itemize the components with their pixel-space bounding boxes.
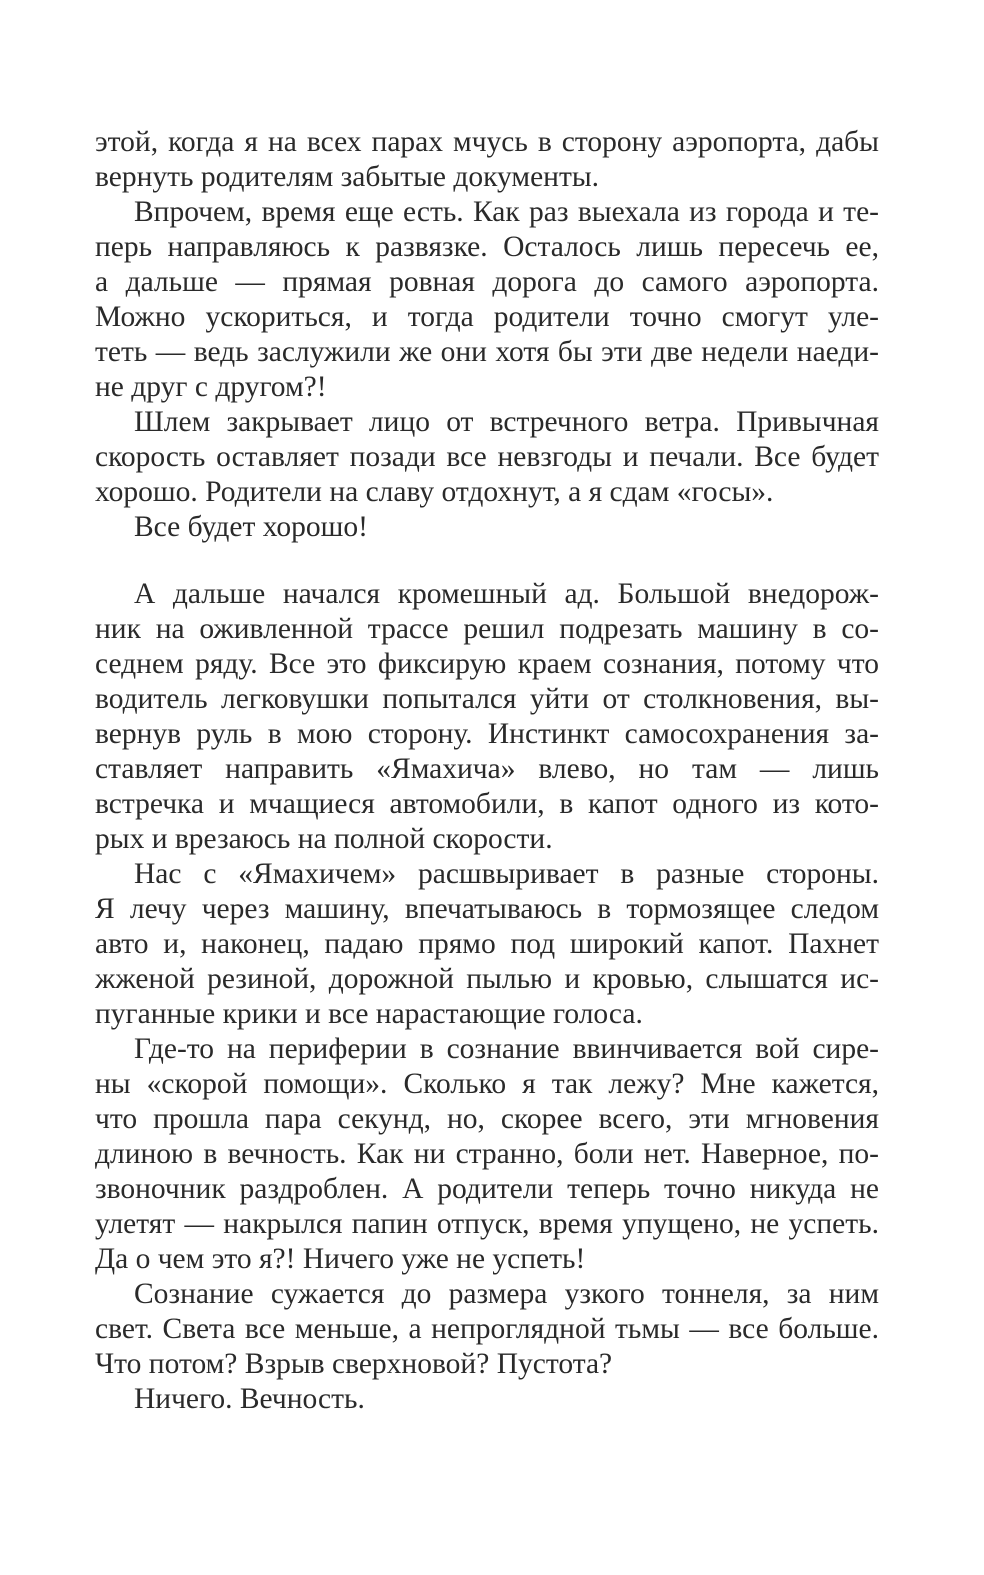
text-line: водитель легковушки попытался уйти от столкновения, вы-	[95, 683, 879, 715]
text-line: Что потом? Взрыв сверхновой? Пустота?	[95, 1348, 613, 1380]
text-line: ник на оживленной трассе решил подрезать машину в со-	[95, 613, 879, 645]
text-line: Где-то на периферии в сознание ввинчивается вой сире-	[134, 1033, 879, 1065]
text-line: перь направляюсь к развязке. Осталось лишь пересечь ее,	[95, 231, 879, 263]
text-line: вернуть родителям забытые документы.	[95, 161, 600, 193]
text-line: встречка и мчащиеся автомобили, в капот одного из кото-	[95, 788, 879, 820]
text-section-2	[95, 577, 879, 1417]
text-line: Все будет хорошо!	[134, 511, 368, 543]
text-section-1	[95, 125, 879, 545]
text-line: Сознание сужается до размера узкого тоннеля, за ним	[134, 1278, 879, 1310]
text-line: звоночник раздроблен. А родители теперь точно никуда не	[95, 1173, 879, 1205]
text-line: ставляет направить «Ямахича» влево, но там — лишь	[95, 753, 879, 785]
text-line: не друг с другом?!	[95, 371, 327, 403]
text-line: а дальше — прямая ровная дорога до самого аэропорта.	[95, 266, 879, 298]
text-line: А дальше начался кромешный ад. Большой внедорож-	[134, 578, 879, 610]
text-line: хорошо. Родители на славу отдохнут, а я сдам «госы».	[95, 476, 774, 508]
text-line: Да о чем это я?! Ничего уже не успеть!	[95, 1243, 586, 1275]
text-line: Шлем закрывает лицо от встречного ветра. Привычная	[134, 406, 879, 438]
text-line: авто и, наконец, падаю прямо под широкий капот. Пахнет	[95, 928, 879, 960]
text-line: скорость оставляет позади все невзгоды и печали. Все будет	[95, 441, 879, 473]
text-line: вернув руль в мою сторону. Инстинкт самосохранения за-	[95, 718, 879, 750]
text-line: Можно ускориться, и тогда родители точно смогут уле-	[95, 301, 879, 333]
text-line: теть — ведь заслужили же они хотя бы эти две недели наеди-	[95, 336, 879, 368]
text-line: свет. Света все меньше, а непроглядной тьмы — все больше.	[95, 1313, 879, 1345]
text-line: Нас с «Ямахичем» расшвыривает в разные стороны.	[134, 858, 879, 890]
text-line: седнем ряду. Все это фиксирую краем сознания, потому что	[95, 648, 879, 680]
text-line: ны «скорой помощи». Сколько я так лежу? Мне кажется,	[95, 1068, 879, 1100]
text-line: этой, когда я на всех парах мчусь в сторону аэропорта, дабы	[95, 126, 879, 158]
text-line: длиною в вечность. Как ни странно, боли нет. Наверное, по-	[95, 1138, 879, 1170]
text-line: Ничего. Вечность.	[134, 1383, 365, 1415]
text-line: пуганные крики и все нарастающие голоса.	[95, 998, 643, 1030]
text-line: улетят — накрылся папин отпуск, время упущено, не успеть.	[95, 1208, 879, 1240]
text-line: Я лечу через машину, впечатываюсь в тормозящее следом	[95, 893, 879, 925]
text-line: жженой резиной, дорожной пылью и кровью, слышатся ис-	[95, 963, 879, 995]
text-line: рых и врезаюсь на полной скорости.	[95, 823, 553, 855]
text-line: Впрочем, время еще есть. Как раз выехала из города и те-	[134, 196, 879, 228]
text-line: что прошла пара секунд, но, скорее всего, эти мгновения	[95, 1103, 879, 1135]
